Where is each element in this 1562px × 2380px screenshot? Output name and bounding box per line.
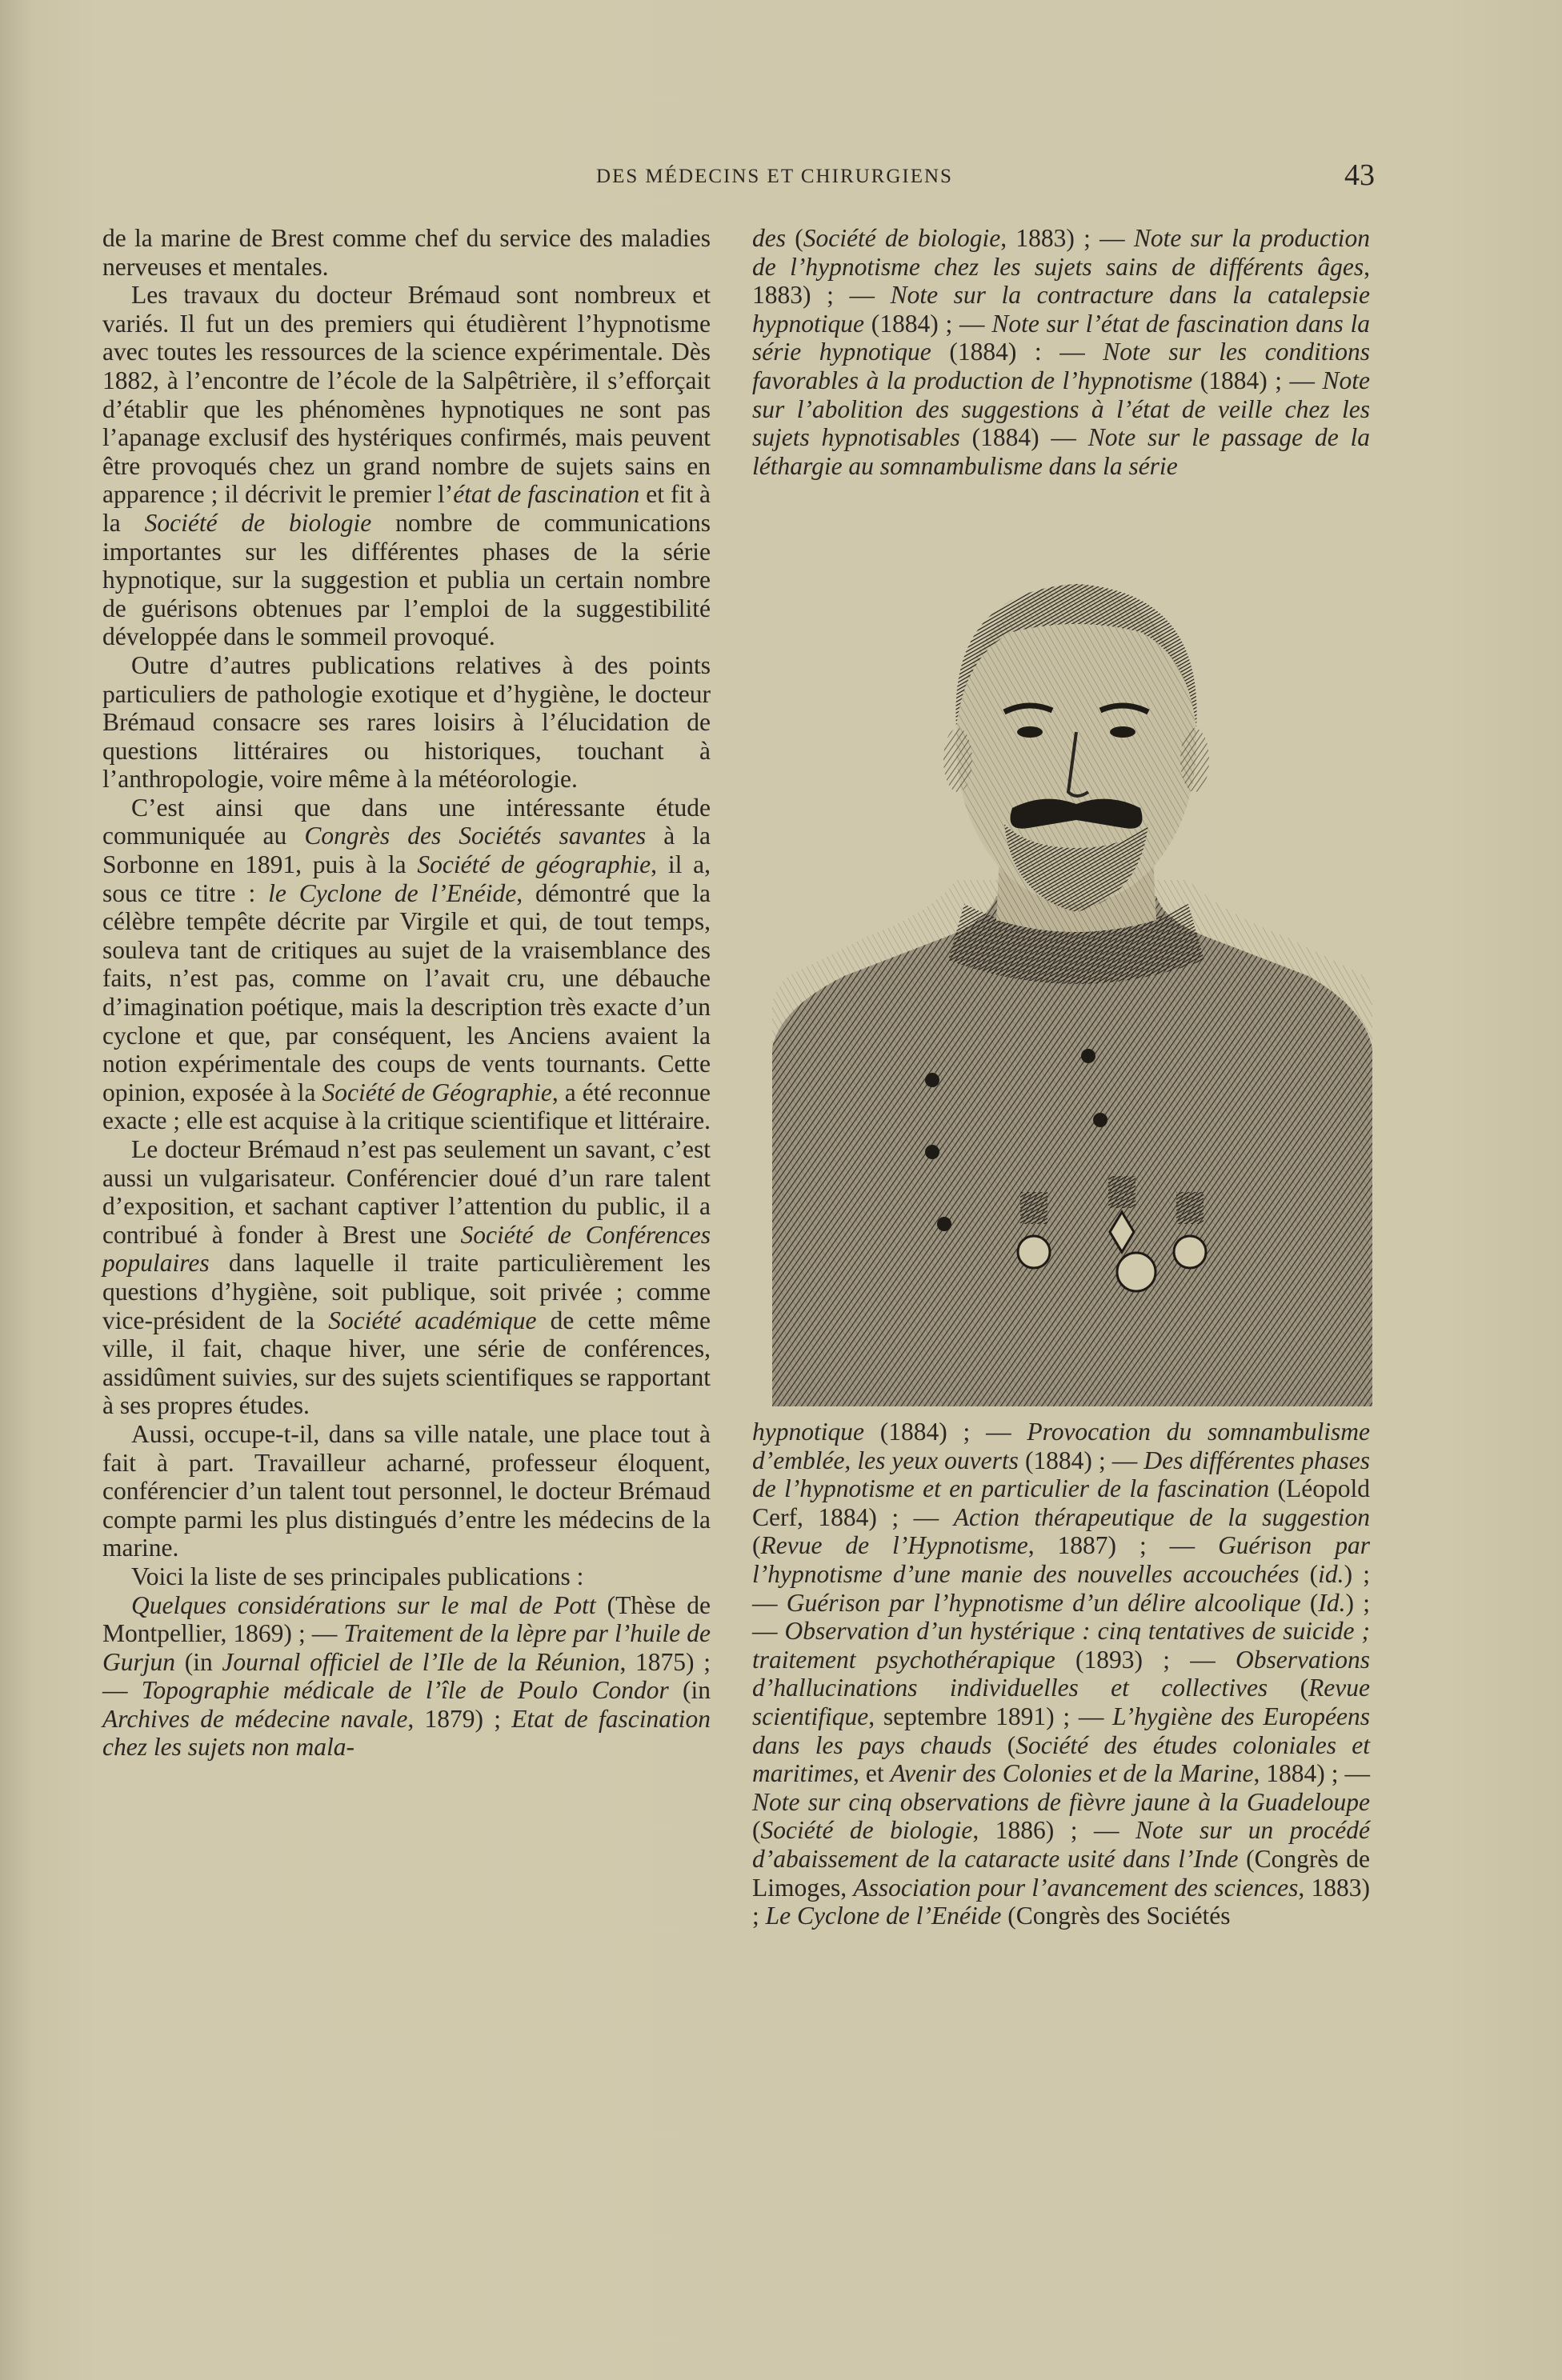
- portrait-engraving: [772, 560, 1372, 1406]
- running-head: DES MÉDECINS ET CHIRURGIENS: [596, 166, 953, 187]
- paragraph: Les travaux du docteur Brémaud sont nombreux et variés. Il fut un des premiers qui étudièrent l’hypnotisme avec toutes les ressources de la science expérimentale. Dès 1882, à l’encontre de l’école de la Salpêtrière, il s’efforçait d’établir que les phénomènes hypnotiques ne sont pas l’apanage exclusif des hystériques confirmés, mais peuvent être provoqués chez un grand nombre de sujets sains en apparence ; il décrivit le premier l’état de fascination et fit à la Société de biologie nombre de communications importantes sur les différentes phases de la série hypnotique, sur la suggestion et publia un certain nombre de guérisons obtenues par l’emploi de la suggestibilité développée dans le sommeil provoqué.: [102, 281, 711, 651]
- right-column-bottom: [752, 1418, 1370, 1930]
- paragraph: Outre d’autres publications relatives à des points particuliers de pathologie exotique et d’hygiène, le docteur Brémaud consacre ses rares loisirs à l’élucidation de questions littéraires ou historiques, touchant à l’anthropologie, voire même à la météorologie.: [102, 650, 711, 794]
- right-column-top: [752, 224, 1370, 480]
- paragraph: Voici la liste de ses principales publications :: [131, 1562, 584, 1590]
- left-column: [102, 224, 711, 1762]
- paragraph: Aussi, occupe-t-il, dans sa ville natale, une place tout à fait à part. Travailleur acharné, professeur éloquent, conférencier d’un talent tout personnel, le docteur Brémaud compte parmi les plus distingués d’entre les médecins de la marine.: [102, 1419, 711, 1562]
- page-header: [102, 158, 1375, 204]
- paragraph: de la marine de Brest comme chef du service des maladies nerveuses et mentales.: [102, 224, 711, 281]
- publication-list: Quelques considérations sur le mal de Pott (Thèse de Montpellier, 1869) ; — Traitement de la lèpre par l’huile de Gurjun (in Journal officiel de l’Ile de la Réunion, 1875) ; — Topographie médicale de l’île de Poulo Condor (in Archives de médecine navale, 1879) ; Etat de fascination chez les sujets non mala-: [102, 1590, 711, 1762]
- paragraph: C’est ainsi que dans une intéressante étude communiquée au Congrès des Sociétés savantes à la Sorbonne en 1891, puis à la Société de géographie, il a, sous ce titre : le Cyclone de l’Enéide, démontré que la célèbre tempête décrite par Virgile et qui, de tout temps, souleva tant de critiques au sujet de la vraisemblance des faits, n’est pas, comme on l’avait cru, une débauche d’imagination poétique, mais la description très exacte d’un cyclone et que, par conséquent, les Anciens avaient la notion expérimentale des coups de vents tournants. Cette opinion, exposée à la Société de Géographie, a été reconnue exacte ; elle est acquise à la critique scientifique et littéraire.: [102, 793, 711, 1135]
- publication-list-continued: des (Société de biologie, 1883) ; — Note sur la production de l’hypnotisme chez les sujets sains de différents âges, 1883) ; — Note sur la contracture dans la catalepsie hypnotique (1884) ; — Note sur l’état de fascination dans la série hypnotique (1884) : — Note sur les conditions favorables à la production de l’hypnotisme (1884) ; — Note sur l’abolition des suggestions à l’état de veille chez les sujets hypnotisables (1884) — Note sur le passage de la léthargie au somnambulisme dans la série: [752, 224, 1371, 480]
- publication-list-continued: hypnotique (1884) ; — Provocation du somnambulisme d’emblée, les yeux ouverts (1884) ; — Des différentes phases de l’hypnotisme et en particulier de la fascination (Léopold Cerf, 1884) ; — Action thérapeutique de la suggestion (Revue de l’Hypnotisme, 1887) ; — Guérison par l’hypnotisme d’une manie des nouvelles accouchées (id.) ; — Guérison par l’hypnotisme d’un délire alcoolique (Id.) ; — Observation d’un hystérique : cinq tentatives de suicide ; traitement psychothérapique (1893) ; — Observations d’hallucinations individuelles et collectives (Revue scientifique, septembre 1891) ; — L’hygiène des Européens dans les pays chauds (Société des études coloniales et maritimes, et Avenir des Colonies et de la Marine, 1884) ; — Note sur cinq observations de fièvre jaune à la Guadeloupe (Société de biologie, 1886) ; — Note sur un procédé d’abaissement de la cataracte usité dans l’Inde (Congrès de Limoges, Association pour l’avancement des sciences, 1883) ; Le Cyclone de l’Enéide (Congrès des Sociétés: [752, 1418, 1371, 1930]
- page-number: 43: [1344, 158, 1375, 192]
- paragraph: Le docteur Brémaud n’est pas seulement un savant, c’est aussi un vulgarisateur. Conférencier doué d’un rare talent d’exposition, et sachant captiver l’attention du public, il a contribué à fonder à Brest une Société de Conférences populaires dans laquelle il traite particulièrement les questions d’hygiène, soit publique, soit privée ; comme vice-président de la Société académique de cette même ville, il fait, chaque hiver, une série de conférences, assidûment suivies, sur des sujets scientifiques se rapportant à ses propres études.: [102, 1135, 711, 1420]
